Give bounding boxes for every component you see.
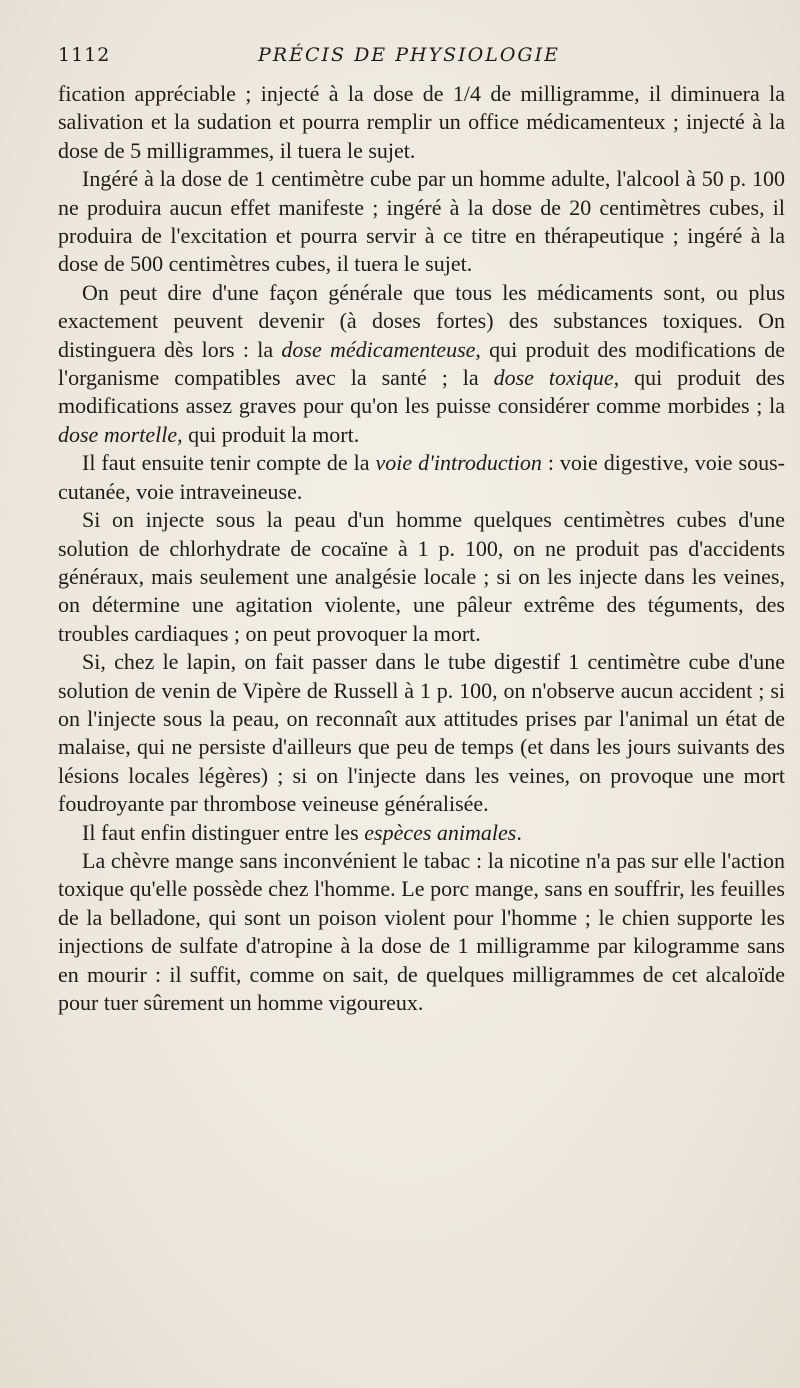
paragraph-alcohol: Ingéré à la dose de 1 centimètre cube par un homme adulte, l'alcool à 50 p. 100 ne produira aucun effet manifeste ; ingéré à la dose de 20 centimètres cubes, il produira de l'excitation et pourra servir à ce titre en thérapeutique ; ingéré à la dose de 500 centimètres cubes, il tuera le sujet. [58, 166, 785, 277]
paragraph-voie: Il faut ensuite tenir compte de la voie d'introduction : voie digestive, voie sous-cutanée, voie intraveineuse. [58, 450, 785, 504]
page-header [58, 44, 760, 72]
term-dose-mortelle: dose mortelle [58, 421, 178, 447]
paragraph-especes: Il faut enfin distinguer entre les espèces animales. [82, 819, 522, 845]
paragraph-cocaine: Si on injecte sous la peau d'un homme quelques centimètres cubes d'une solution de chlorhydrate de cocaïne à 1 p. 100, on ne produit pas d'accidents généraux, mais seulement une analgésie locale ; si on les injecte dans les veines, on détermine une agitation violente, une pâleur extrême des téguments, des troubles cardiaques ; on peut provoquer la mort. [58, 507, 785, 646]
page-number: 1112 [58, 44, 111, 66]
term-especes-animales: espèces animales [364, 819, 517, 845]
paragraph-venin: Si, chez le lapin, on fait passer dans le tube digestif 1 centimètre cube d'une solution de venin de Vipère de Russell à 1 p. 100, on n'observe aucun accident ; si on l'injecte sous la peau, on reconnaît aux attitudes prises par l'animal un état de malaise, qui ne persiste d'ailleurs que peu de temps (et dans les jours suivants des lésions locales légères) ; si on l'injecte dans les veines, on provoque une mort foudroyante par thrombose veineuse généralisée. [58, 649, 785, 817]
paragraph-continuation: fication appréciable ; injecté à la dose de 1/4 de milligramme, il diminuera la salivation et la sudation et pourra remplir un office médicamenteux ; injecté à la dose de 5 milligrammes, il tuera le sujet. [58, 81, 785, 163]
paragraph-animaux: La chèvre mange sans inconvénient le tabac : la nicotine n'a pas sur elle l'action toxique qu'elle possède chez l'homme. Le porc mange, sans en souffrir, les feuilles de la belladone, qui sont un poison violent pour l'homme ; le chien supporte les injections de sulfate d'atropine à la dose de 1 milligramme par kilogramme sans en mourir : il suffit, comme on sait, de quelques milligrammes de cet alcaloïde pour tuer sûrement un homme vigoureux. [58, 847, 785, 1015]
term-dose-toxique: dose toxique [493, 365, 614, 391]
body-text [58, 80, 785, 1017]
paragraph-doses: On peut dire d'une façon générale que tous les médicaments sont, ou plus exactement peuvent devenir (à doses fortes) des substances toxiques. On distinguera dès lors : la dose médicamenteuse, qui produit des modifications de l'organisme compatibles avec la santé ; la dose toxique, qui produit des modifications assez graves pour qu'on les puisse considérer comme morbides ; la dose mortelle, qui produit la mort. [58, 279, 785, 447]
term-voie-introduction: voie d'introduction [375, 450, 542, 476]
term-dose-medicamenteuse: dose médicamenteuse [281, 336, 476, 362]
running-title: PRÉCIS DE PHYSIOLOGIE [258, 44, 560, 66]
